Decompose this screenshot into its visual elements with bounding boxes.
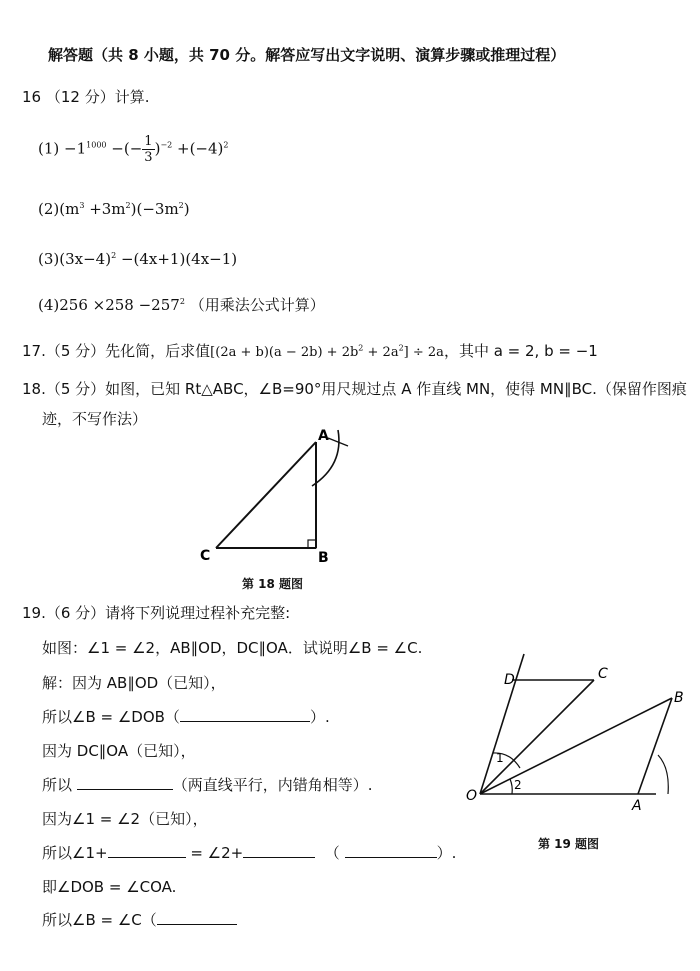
step-text: 所以 — [42, 776, 73, 794]
step-text: ）. — [436, 844, 457, 862]
exponent: 1000 — [86, 140, 107, 150]
figure-18-caption: 第 18 题图 — [242, 577, 304, 591]
math-term: ) — [183, 200, 190, 218]
q19-step-7: 即∠DOB = ∠COA. — [42, 878, 177, 896]
math-term: 256 ×258 −257 — [59, 296, 180, 314]
step-text: 所以∠1+ — [42, 844, 108, 862]
q19-step-3: 因为 DC∥OA（已知）， — [42, 742, 196, 760]
math-term: −(4x+1)(4x−1) — [116, 250, 238, 268]
math-term: +(−4) — [177, 139, 224, 158]
exponent: 2 — [398, 343, 404, 353]
exponent: 2 — [178, 201, 184, 210]
answer-blank-5[interactable] — [345, 843, 437, 858]
exponent: 2 — [179, 297, 185, 306]
part-label: (4) — [38, 296, 60, 314]
q19-step-4 — [42, 774, 373, 795]
exponent: 3 — [79, 201, 85, 210]
math-term: )(−3m — [130, 200, 179, 218]
step-text: 所以∠B = ∠C（ — [42, 911, 157, 929]
question-18-line-1: 18.（5 分）如图，已知 Rt△ABC，∠B=90°用尺规过点 A 作直线 MN，使得 MN∥BC.（保留作图痕 — [22, 380, 687, 398]
segment-ca — [216, 442, 316, 548]
math-term: +3m — [84, 200, 126, 218]
part-label: (3) — [38, 250, 60, 268]
q16-part-2 — [38, 200, 190, 218]
exponent: 2 — [223, 140, 229, 150]
exponent: 2 — [125, 201, 131, 210]
part-label: (1) — [38, 139, 60, 158]
label-a: A — [318, 428, 329, 444]
label-o: O — [466, 788, 478, 804]
math-term: ) — [154, 139, 161, 158]
q16-part-3 — [38, 250, 237, 268]
answer-blank-2[interactable] — [77, 775, 173, 790]
math-term: （用乘法公式计算） — [184, 296, 325, 314]
math-term: −1 — [64, 139, 87, 158]
angle-2-arc — [510, 779, 512, 794]
math-term: −(− — [111, 139, 143, 158]
q16-part-4 — [38, 294, 325, 315]
math-term: (3x−4) — [59, 250, 112, 268]
label-angle-2: 2 — [514, 778, 522, 792]
question-19-heading: 19.（6 分）请将下列说理过程补充完整: — [22, 604, 291, 622]
label-angle-1: 1 — [496, 751, 504, 765]
fraction — [142, 134, 154, 165]
q19-step-5: 因为∠1 = ∠2（已知）， — [42, 810, 208, 828]
question-16-heading — [22, 86, 150, 107]
math-term: (m — [59, 200, 80, 218]
step-text: 所以∠B = ∠DOB（ — [42, 708, 180, 726]
label-b: B — [318, 550, 329, 566]
angle-a-arc — [658, 755, 668, 794]
label-d: D — [504, 672, 515, 688]
math-term: [(2a + b)(a − 2b) + 2b — [210, 345, 359, 360]
q19-step-1: 解：因为 AB∥OD（已知）， — [42, 674, 226, 692]
answer-blank-6[interactable] — [157, 910, 237, 925]
step-text: = ∠2+ — [190, 844, 244, 862]
answer-blank-3[interactable] — [108, 843, 186, 858]
math-term: ] ÷ 2a — [403, 345, 444, 360]
q19-step-8 — [42, 909, 237, 930]
answer-blank-4[interactable] — [243, 843, 315, 858]
exponent: −2 — [160, 140, 173, 150]
section-title: 解答题（共 8 小题，共 70 分。解答应写出文字说明、演算步骤或推理过程） — [48, 46, 566, 64]
figure-18-triangle — [190, 420, 360, 570]
figure-19-caption: 第 19 题图 — [538, 837, 600, 851]
label-c: C — [598, 666, 608, 682]
question-17 — [22, 340, 598, 361]
fraction-denominator: 3 — [144, 150, 153, 165]
q17-condition: ，其中 a = 2, b = −1 — [443, 342, 598, 360]
exponent: 2 — [111, 251, 117, 260]
part-label: (2) — [38, 200, 60, 218]
q19-step-2 — [42, 706, 330, 727]
exponent: 2 — [358, 343, 364, 353]
q16-part-1 — [38, 134, 229, 165]
answer-blank-1[interactable] — [180, 707, 310, 722]
right-angle-mark — [308, 540, 316, 548]
question-17-heading: 17.（5 分）先化简，后求值 — [22, 342, 211, 360]
q17-expression — [210, 345, 444, 360]
question-18-line-2: 迹，不写作法） — [42, 410, 148, 428]
math-term: + 2a — [363, 345, 399, 360]
question-points: （12 分）计算. — [45, 88, 150, 106]
fraction-numerator: 1 — [144, 134, 153, 149]
figure-19-diagram — [462, 650, 698, 820]
label-a: A — [632, 798, 642, 814]
question-number: 16 — [22, 88, 42, 106]
step-text: （两直线平行，内错角相等）. — [172, 776, 373, 794]
step-text: （ — [324, 844, 340, 862]
label-c: C — [200, 548, 211, 564]
label-b: B — [674, 690, 684, 706]
q19-step-6 — [42, 842, 456, 863]
step-text: ）. — [309, 708, 330, 726]
q19-given: 如图：∠1 = ∠2，AB∥OD，DC∥OA．试说明∠B = ∠C. — [42, 639, 423, 657]
